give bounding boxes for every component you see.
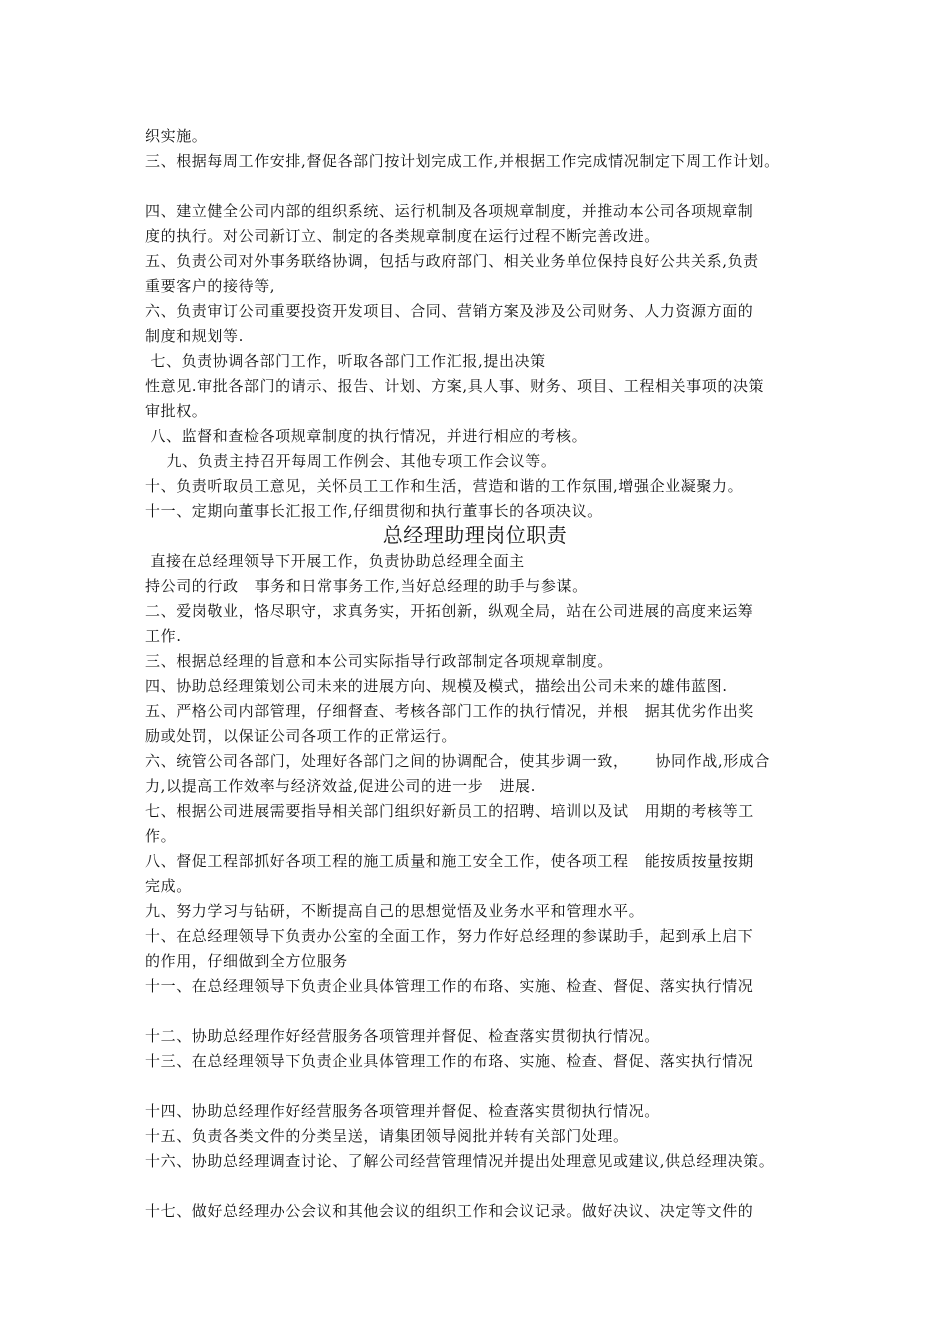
paragraph-line: 九、努力学习与钻研，不断提高自己的思想觉悟及业务水平和管理水平。 [145, 902, 645, 920]
paragraph-line: 力,以提高工作效率与经济效益,促进公司的进一步 进展. [145, 777, 537, 795]
paragraph-line: 作。 [145, 827, 177, 845]
paragraph-line: 六、负责审订公司重要投资开发项目、合同、营销方案及涉及公司财务、人力资源方面的 [145, 302, 754, 320]
paragraph-line: 十六、协助总经理调查讨论、了解公司经营管理情况并提出处理意见或建议,供总经理决策。 [145, 1152, 775, 1170]
paragraph-line: 五、严格公司内部管理，仔细督查、考核各部门工作的执行情况，并根 据其优劣作出奖 [145, 702, 754, 720]
paragraph-line: 性意见.审批各部门的请示、报告、计划、方案,具人事、财务、项目、工程相关事项的决策 [145, 377, 765, 395]
paragraph-line: 十四、协助总经理作好经营服务各项管理并督促、检查落实贯彻执行情况。 [145, 1102, 660, 1120]
paragraph-line: 八、督促工程部抓好各项工程的施工质量和施工安全工作，使各项工程 能按质按量按期 [145, 852, 754, 870]
paragraph-line: 重要客户的接待等, [145, 277, 276, 295]
section-title: 总经理助理岗位职责 [382, 523, 568, 547]
paragraph-line: 六、统管公司各部门，处理好各部门之间的协调配合，使其步调一致， 协同作战,形成合 [145, 752, 771, 770]
paragraph-line: 十七、做好总经理办公会议和其他会议的组织工作和会议记录。做好决议、决定等文件的 [145, 1202, 754, 1220]
paragraph-line: 十三、在总经理领导下负责企业具体管理工作的布珞、实施、检查、督促、落实执行情况 [145, 1052, 754, 1070]
paragraph-line: 工作. [145, 627, 182, 645]
paragraph-line: 十一、定期向董事长汇报工作,仔细贯彻和执行董事长的各项决议。 [145, 502, 603, 520]
paragraph-line: 直接在总经理领导下开展工作，负责协助总经理全面主 [145, 552, 525, 570]
paragraph-line: 十一、在总经理领导下负责企业具体管理工作的布珞、实施、检查、督促、落实执行情况 [145, 977, 754, 995]
paragraph-line: 四、协助总经理策划公司未来的进展方向、规模及模式，描绘出公司未来的雄伟蓝图. [145, 677, 728, 695]
paragraph-line: 五、负责公司对外事务联络协调，包括与政府部门、相关业务单位保持良好公共关系,负责 [145, 252, 759, 270]
paragraph-line: 完成。 [145, 877, 192, 895]
paragraph-line: 制度和规划等. [145, 327, 244, 345]
paragraph-line: 四、建立健全公司内部的组织系统、运行机制及各项规章制度，并推动本公司各项规章制 [145, 202, 754, 220]
paragraph-line: 七、根据公司进展需要指导相关部门组织好新员工的招聘、培训以及试 用期的考核等工 [145, 802, 754, 820]
paragraph-line: 八、监督和查检各项规章制度的执行情况，并进行相应的考核。 [145, 427, 588, 445]
paragraph-line: 十、负责听取员工意见，关怀员工工作和生活，营造和谐的工作氛围,增强企业凝聚力。 [145, 477, 744, 495]
paragraph-line: 三、根据总经理的旨意和本公司实际指导行政部制定各项规章制度。 [145, 652, 614, 670]
paragraph-line: 度的执行。对公司新订立、制定的各类规章制度在运行过程不断完善改进。 [145, 227, 660, 245]
paragraph-line: 九、负责主持召开每周工作例会、其他专项工作会议等。 [145, 452, 557, 470]
paragraph-line: 二、爱岗敬业，恪尽职守，求真务实，开拓创新，纵观全局，站在公司进展的高度来运筹 [145, 602, 754, 620]
paragraph-line: 十五、负责各类文件的分类呈送，请集团领导阅批并转有关部门处理。 [145, 1127, 629, 1145]
paragraph-line: 持公司的行政 事务和日常事务工作,当好总经理的助手与参谋。 [145, 577, 588, 595]
paragraph-line: 织实施。 [145, 127, 208, 145]
paragraph-line: 三、根据每周工作安排,督促各部门按计划完成工作,并根据工作完成情况制定下周工作计划。 [145, 152, 780, 170]
paragraph-line: 七、负责协调各部门工作，听取各部门工作汇报,提出决策 [145, 352, 546, 370]
paragraph-line: 审批权。 [145, 402, 208, 420]
paragraph-line: 十、在总经理领导下负责办公室的全面工作，努力作好总经理的参谋助手，起到承上启下 [145, 927, 754, 945]
paragraph-line: 的作用，仔细做到全方位服务 [145, 952, 348, 970]
paragraph-line: 十二、协助总经理作好经营服务各项管理并督促、检查落实贯彻执行情况。 [145, 1027, 660, 1045]
paragraph-line: 励或处罚，以保证公司各项工作的正常运行。 [145, 727, 458, 745]
